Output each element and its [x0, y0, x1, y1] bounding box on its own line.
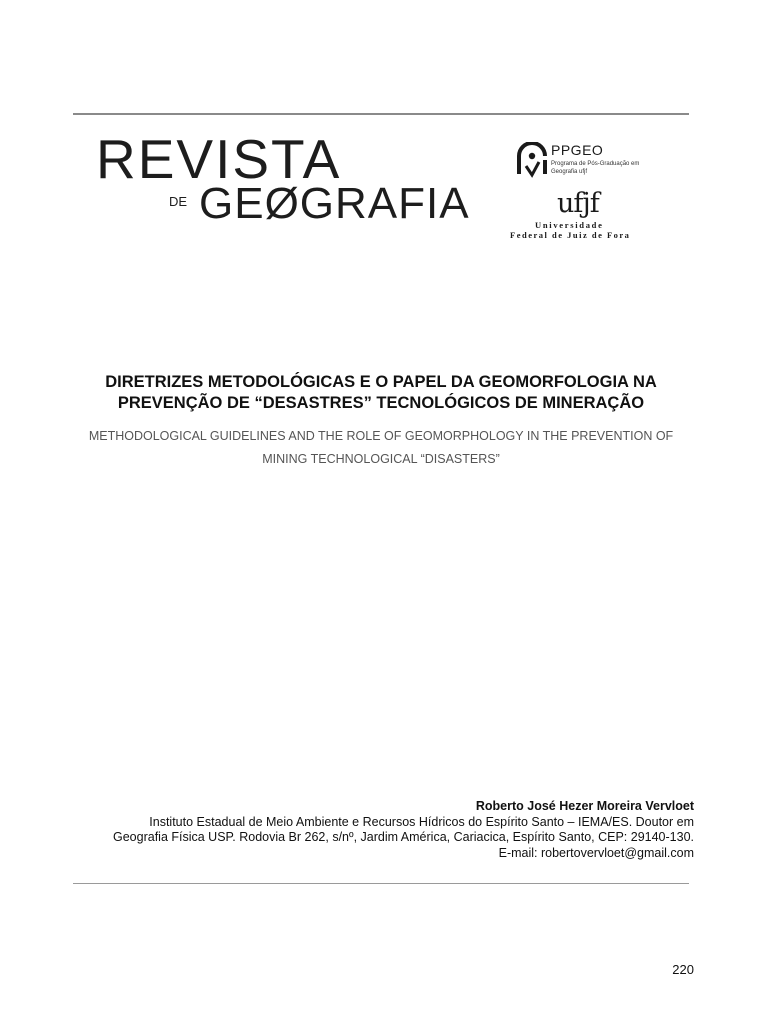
ppgeo-subtitle: Programa de Pós-Graduação em Geografia ufjf	[551, 161, 640, 175]
author-name: Roberto José Hezer Moreira Vervloet	[475, 799, 694, 813]
author-email: E-mail: robertovervloet@gmail.com	[498, 845, 694, 860]
author-affiliation-line-1: Instituto Estadual de Meio Ambiente e Recursos Hídricos do Espírito Santo – IEMA/ES. Doutor em	[149, 814, 694, 829]
article-english-title	[73, 425, 689, 471]
author-affiliation-line-2: Geografia Física USP. Rodovia Br 262, s/nº, Jardim América, Cariacica, Espírito Santo, CEP: 29140-130.	[113, 830, 694, 844]
author-block	[73, 799, 694, 861]
english-title-line-1: METHODOLOGICAL GUIDELINES AND THE ROLE OF GEOMORPHOLOGY IN THE PREVENTION OF	[88, 429, 674, 443]
journal-logo	[94, 128, 484, 242]
english-title-line-2: MINING TECHNOLOGICAL “DISASTERS”	[262, 452, 500, 466]
ufjf-logo	[510, 190, 650, 242]
ufjf-university-line: Universidade	[535, 220, 604, 230]
ppgeo-emblem-icon	[515, 142, 549, 178]
bottom-divider	[73, 883, 689, 884]
ufjf-mark: ufjf	[557, 188, 599, 219]
logo-revista-text: REVISTA	[96, 128, 342, 190]
page-number: 220	[672, 962, 694, 977]
article-title-line-1: DIRETRIZES METODOLÓGICAS E O PAPEL DA GEOMORFOLOGIA NA	[105, 373, 657, 391]
logo-geografia-text: GEØGRAFIA	[199, 179, 470, 228]
article-title-line-2: PREVENÇÃO DE “DESASTRES” TECNOLÓGICOS DE MINERAÇÃO	[117, 394, 645, 412]
logo-de-text: DE	[169, 194, 188, 209]
ufjf-name-line: Federal de Juiz de Fora	[510, 230, 631, 240]
ppgeo-title: PPGEO	[551, 142, 604, 158]
top-divider	[73, 113, 689, 115]
article-title	[73, 372, 689, 414]
ppgeo-logo	[515, 140, 665, 180]
